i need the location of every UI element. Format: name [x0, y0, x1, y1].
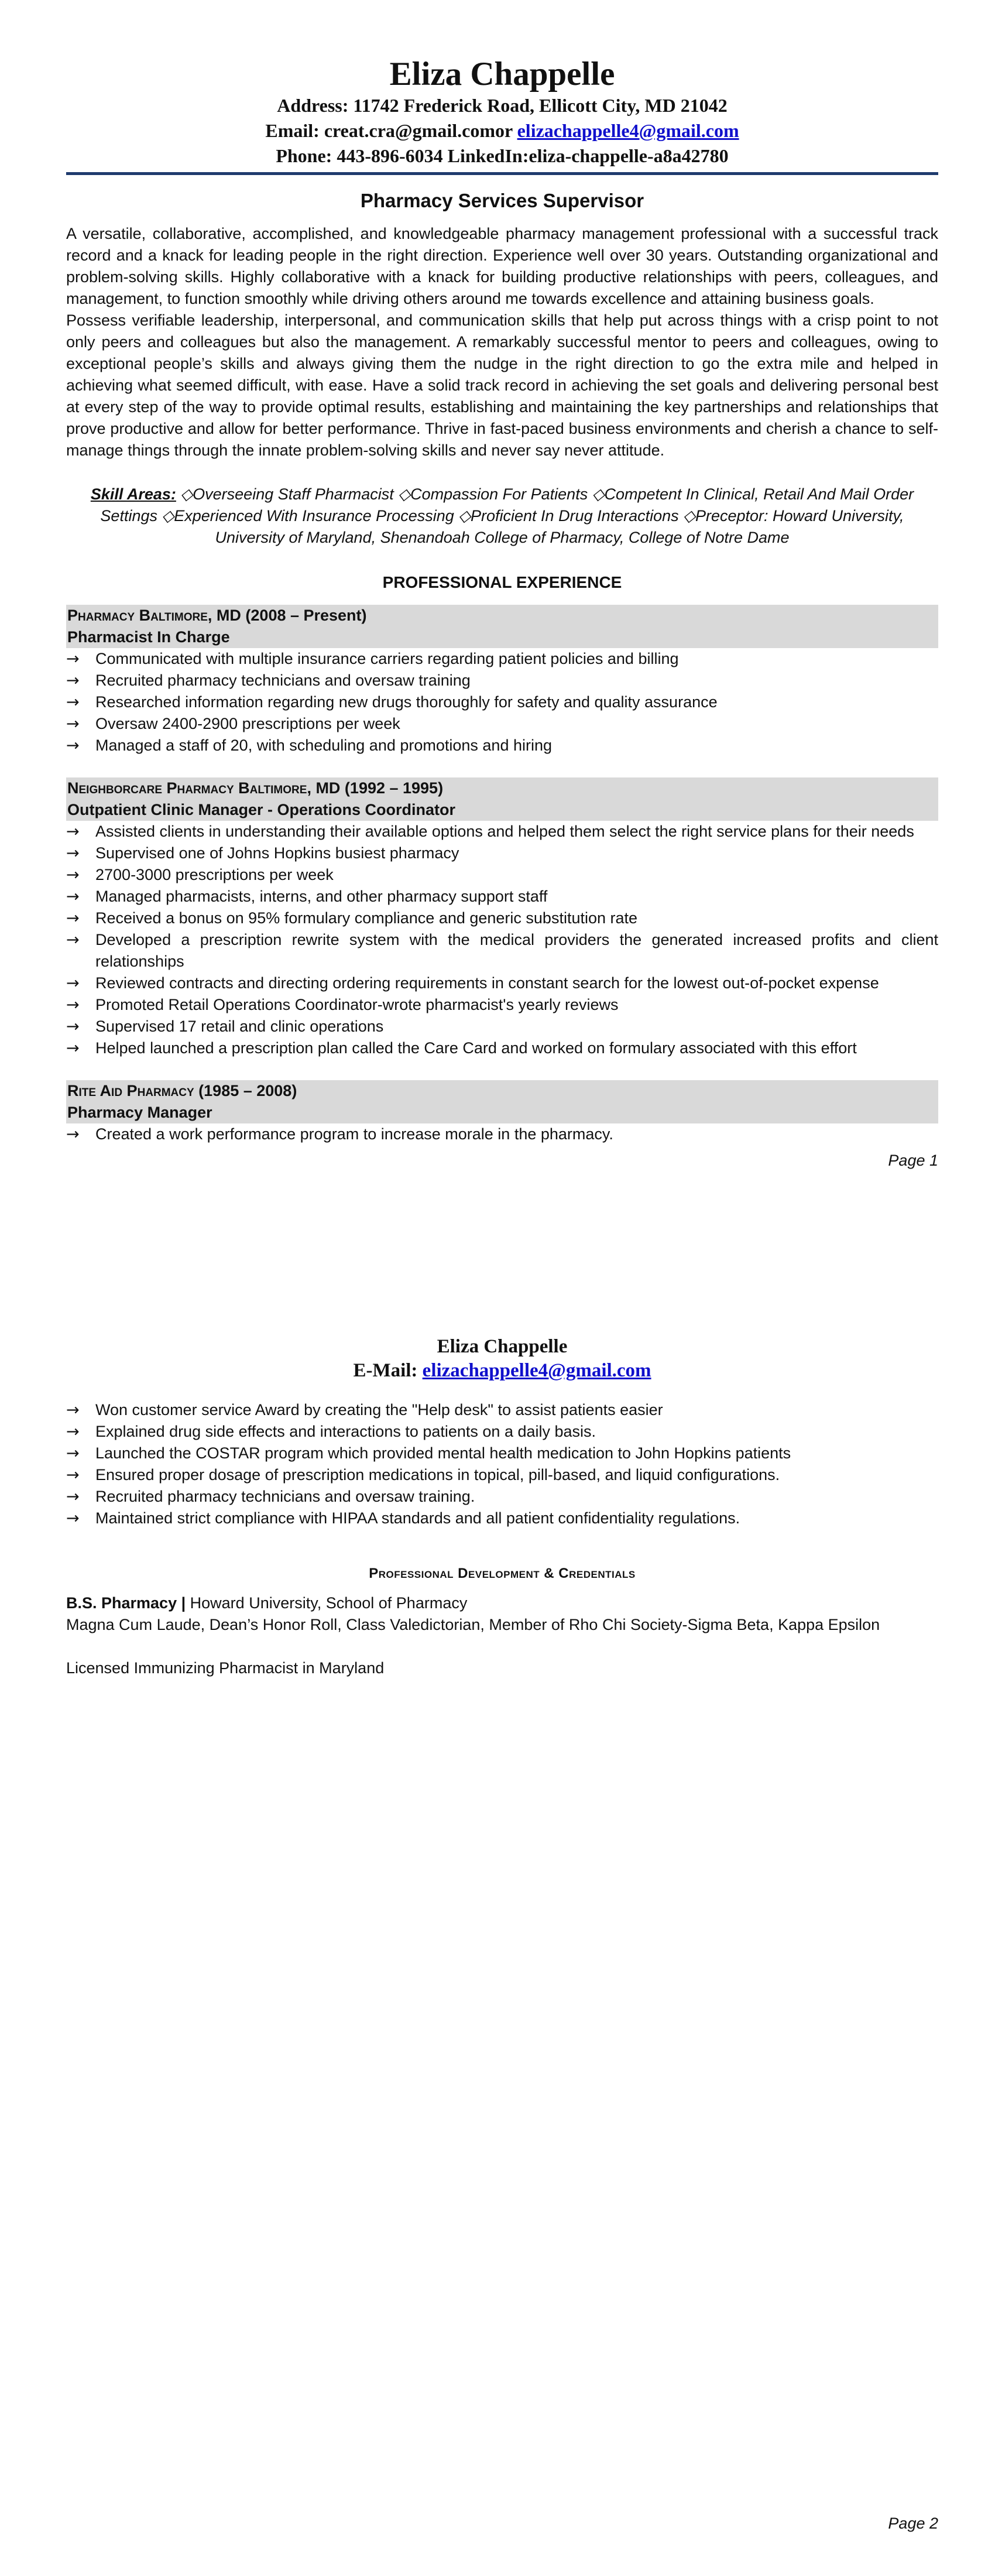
phone-linkedin-line: Phone: 443-896-6034 LinkedIn:eliza-chappelle-a8a42780	[276, 145, 729, 166]
arrow-icon: →	[66, 1423, 80, 1441]
address-line: Address: 11742 Frederick Road, Ellicott City, MD 21042	[277, 94, 728, 116]
arrow-icon: →	[66, 736, 80, 755]
candidate-name: Eliza Chappelle	[389, 56, 615, 93]
summary-paragraph: Possess verifiable leadership, interpersonal, and communication skills that help put across things with a crisp point to not only peers and colleagues but also the management. A remarkably successful mentor to peers and colleagues, owing to exceptional people’s skills and always giving them the nudge in the right direction to go the extra mile and helped in achieving what seemed difficult, with ease. Have a solid track record in achieving the set goals and delivering personal best at every step of the way to provide optimal results, establishing and maintaining the key partnerships and relationships that prove productive and allow for better performance. Thrive in fast-paced business environments and cherish a chance to self-manage things through the innate problem-solving skills and never say never attitude.	[66, 311, 938, 459]
license-line: Licensed Immunizing Pharmacist in Maryland	[66, 1659, 385, 1677]
job-role: Pharmacist In Charge	[66, 626, 938, 648]
arrow-icon: →	[66, 1017, 80, 1036]
candidate-name: Eliza Chappelle	[437, 1336, 568, 1357]
list-item: → Oversaw 2400-2900 prescriptions per week	[66, 713, 938, 735]
list-item: → Promoted Retail Operations Coordinator-wrote pharmacist's yearly reviews	[66, 994, 938, 1016]
continued-bullets	[66, 1399, 938, 1529]
job-company	[66, 605, 938, 626]
job-role: Outpatient Clinic Manager - Operations Coordinator	[66, 799, 938, 821]
job-company	[66, 1080, 938, 1102]
list-item: → Recruited pharmacy technicians and oversaw training.	[66, 1486, 938, 1508]
list-item: → Developed a prescription rewrite system with the medical providers the generated increased profits and client relationships	[66, 929, 938, 972]
list-item: → Assisted clients in understanding their available options and helped them select the right service plans for their needs	[66, 821, 938, 842]
list-item: → Created a work performance program to increase morale in the pharmacy.	[66, 1123, 938, 1145]
job-bullets	[66, 821, 938, 1059]
job-entry	[66, 1080, 938, 1145]
job-bullets	[66, 648, 938, 756]
arrow-icon: →	[66, 974, 80, 992]
resume-title: Pharmacy Services Supervisor	[360, 189, 644, 211]
company-name: Neighborcare Pharmacy Baltimore	[67, 779, 307, 797]
arrow-icon: →	[66, 1039, 80, 1057]
list-item: → Launched the COSTAR program which provided mental health medication to John Hopkins patients	[66, 1443, 938, 1464]
company-name: Pharmacy Baltimore	[67, 606, 208, 624]
page2-header	[66, 1335, 938, 1383]
development-heading: Professional Development & Credentials	[369, 1566, 636, 1581]
arrow-icon: →	[66, 930, 80, 949]
job-location-dates: , MD (2008 – Present)	[207, 606, 367, 624]
arrow-icon: →	[66, 909, 80, 927]
company-name: Rite Aid Pharmacy	[67, 1081, 194, 1099]
arrow-icon: →	[66, 1466, 80, 1484]
list-item: → Ensured proper dosage of prescription medications in topical, pill-based, and liquid configurations.	[66, 1464, 938, 1486]
email-label: E-Mail:	[353, 1360, 423, 1381]
degree-line	[66, 1592, 938, 1614]
job-entry	[66, 777, 938, 1059]
arrow-icon: →	[66, 995, 80, 1014]
job-entry	[66, 605, 938, 756]
arrow-icon: →	[66, 844, 80, 862]
list-item: → Supervised 17 retail and clinic operations	[66, 1016, 938, 1037]
email-line	[66, 118, 938, 143]
header-divider	[66, 172, 938, 175]
skill-areas-text: ◇Overseeing Staff Pharmacist ◇Compassion For Patients ◇Competent In Clinical, Retail And Mail Order Settings ◇Experienced With Insurance Processing ◇Proficient In Drug Interactions ◇Preceptor: Howard University, University of Maryland, Shenandoah College of Pharmacy, College of Notre Dame	[100, 485, 914, 546]
arrow-icon: →	[66, 649, 80, 668]
list-item: → Helped launched a prescription plan called the Care Card and worked on formulary associated with this effort	[66, 1037, 938, 1059]
arrow-icon: →	[66, 1444, 80, 1462]
skill-areas	[66, 484, 938, 549]
email-link[interactable]: elizachappelle4@gmail.com	[517, 119, 739, 141]
email-line	[66, 1359, 938, 1383]
arrow-icon: →	[66, 822, 80, 841]
list-item: → Managed pharmacists, interns, and other pharmacy support staff	[66, 886, 938, 907]
arrow-icon: →	[66, 1488, 80, 1506]
arrow-icon: →	[66, 714, 80, 733]
degree: B.S. Pharmacy |	[66, 1594, 186, 1612]
honors-line: Magna Cum Laude, Dean’s Honor Roll, Class Valedictorian, Member of Rho Chi Society-Sigma Beta, Kappa Epsilon	[66, 1616, 880, 1633]
list-item: → Managed a staff of 20, with scheduling and promotions and hiring	[66, 735, 938, 756]
arrow-icon: →	[66, 1401, 80, 1419]
arrow-icon: →	[66, 671, 80, 690]
page-number: Page 2	[888, 2515, 938, 2532]
arrow-icon: →	[66, 865, 80, 884]
email-link[interactable]: elizachappelle4@gmail.com	[422, 1360, 651, 1381]
list-item: → Won customer service Award by creating the "Help desk" to assist patients easier	[66, 1399, 938, 1421]
arrow-icon: →	[66, 887, 80, 906]
experience-heading: PROFESSIONAL EXPERIENCE	[382, 573, 622, 591]
email-label: Email: creat.cra@gmail.comor	[265, 119, 517, 141]
list-item: → Reviewed contracts and directing ordering requirements in constant search for the lowest out-of-pocket expense	[66, 972, 938, 994]
list-item: → Maintained strict compliance with HIPAA standards and all patient confidentiality regulations.	[66, 1508, 938, 1529]
resume-page-2	[66, 1335, 938, 1679]
arrow-icon: →	[66, 1509, 80, 1527]
school: Howard University, School of Pharmacy	[186, 1594, 468, 1612]
job-location-dates: (1985 – 2008)	[194, 1081, 297, 1099]
job-location-dates: , MD (1992 – 1995)	[307, 779, 444, 797]
job-bullets	[66, 1123, 938, 1145]
education-entry	[66, 1592, 938, 1679]
list-item: → Supervised one of Johns Hopkins busiest pharmacy	[66, 842, 938, 864]
list-item: → Researched information regarding new drugs thoroughly for safety and quality assurance	[66, 691, 938, 713]
summary-paragraph: A versatile, collaborative, accomplished, and knowledgeable pharmacy management professional with a successful track record and a knack for leading people in the right direction. Experience well over 30 years. Outstanding organizational and problem-solving skills. Highly collaborative with a knack for building productive relationships with peers, colleagues, and management, to function smoothly while driving others around me towards excellence and attaining business goals.	[66, 224, 938, 307]
arrow-icon: →	[66, 1125, 80, 1143]
list-item: → 2700-3000 prescriptions per week	[66, 864, 938, 886]
list-item: → Recruited pharmacy technicians and oversaw training	[66, 670, 938, 691]
resume-header	[66, 56, 938, 169]
list-item: → Communicated with multiple insurance carriers regarding patient policies and billing	[66, 648, 938, 670]
skill-areas-label: Skill Areas:	[90, 485, 176, 503]
arrow-icon: →	[66, 693, 80, 711]
summary-section	[66, 223, 938, 461]
job-role: Pharmacy Manager	[66, 1102, 938, 1123]
list-item: → Explained drug side effects and interactions to patients on a daily basis.	[66, 1421, 938, 1443]
page-number: Page 1	[888, 1151, 938, 1169]
list-item: → Received a bonus on 95% formulary compliance and generic substitution rate	[66, 907, 938, 929]
job-company	[66, 777, 938, 799]
resume-page-1	[66, 56, 938, 1171]
